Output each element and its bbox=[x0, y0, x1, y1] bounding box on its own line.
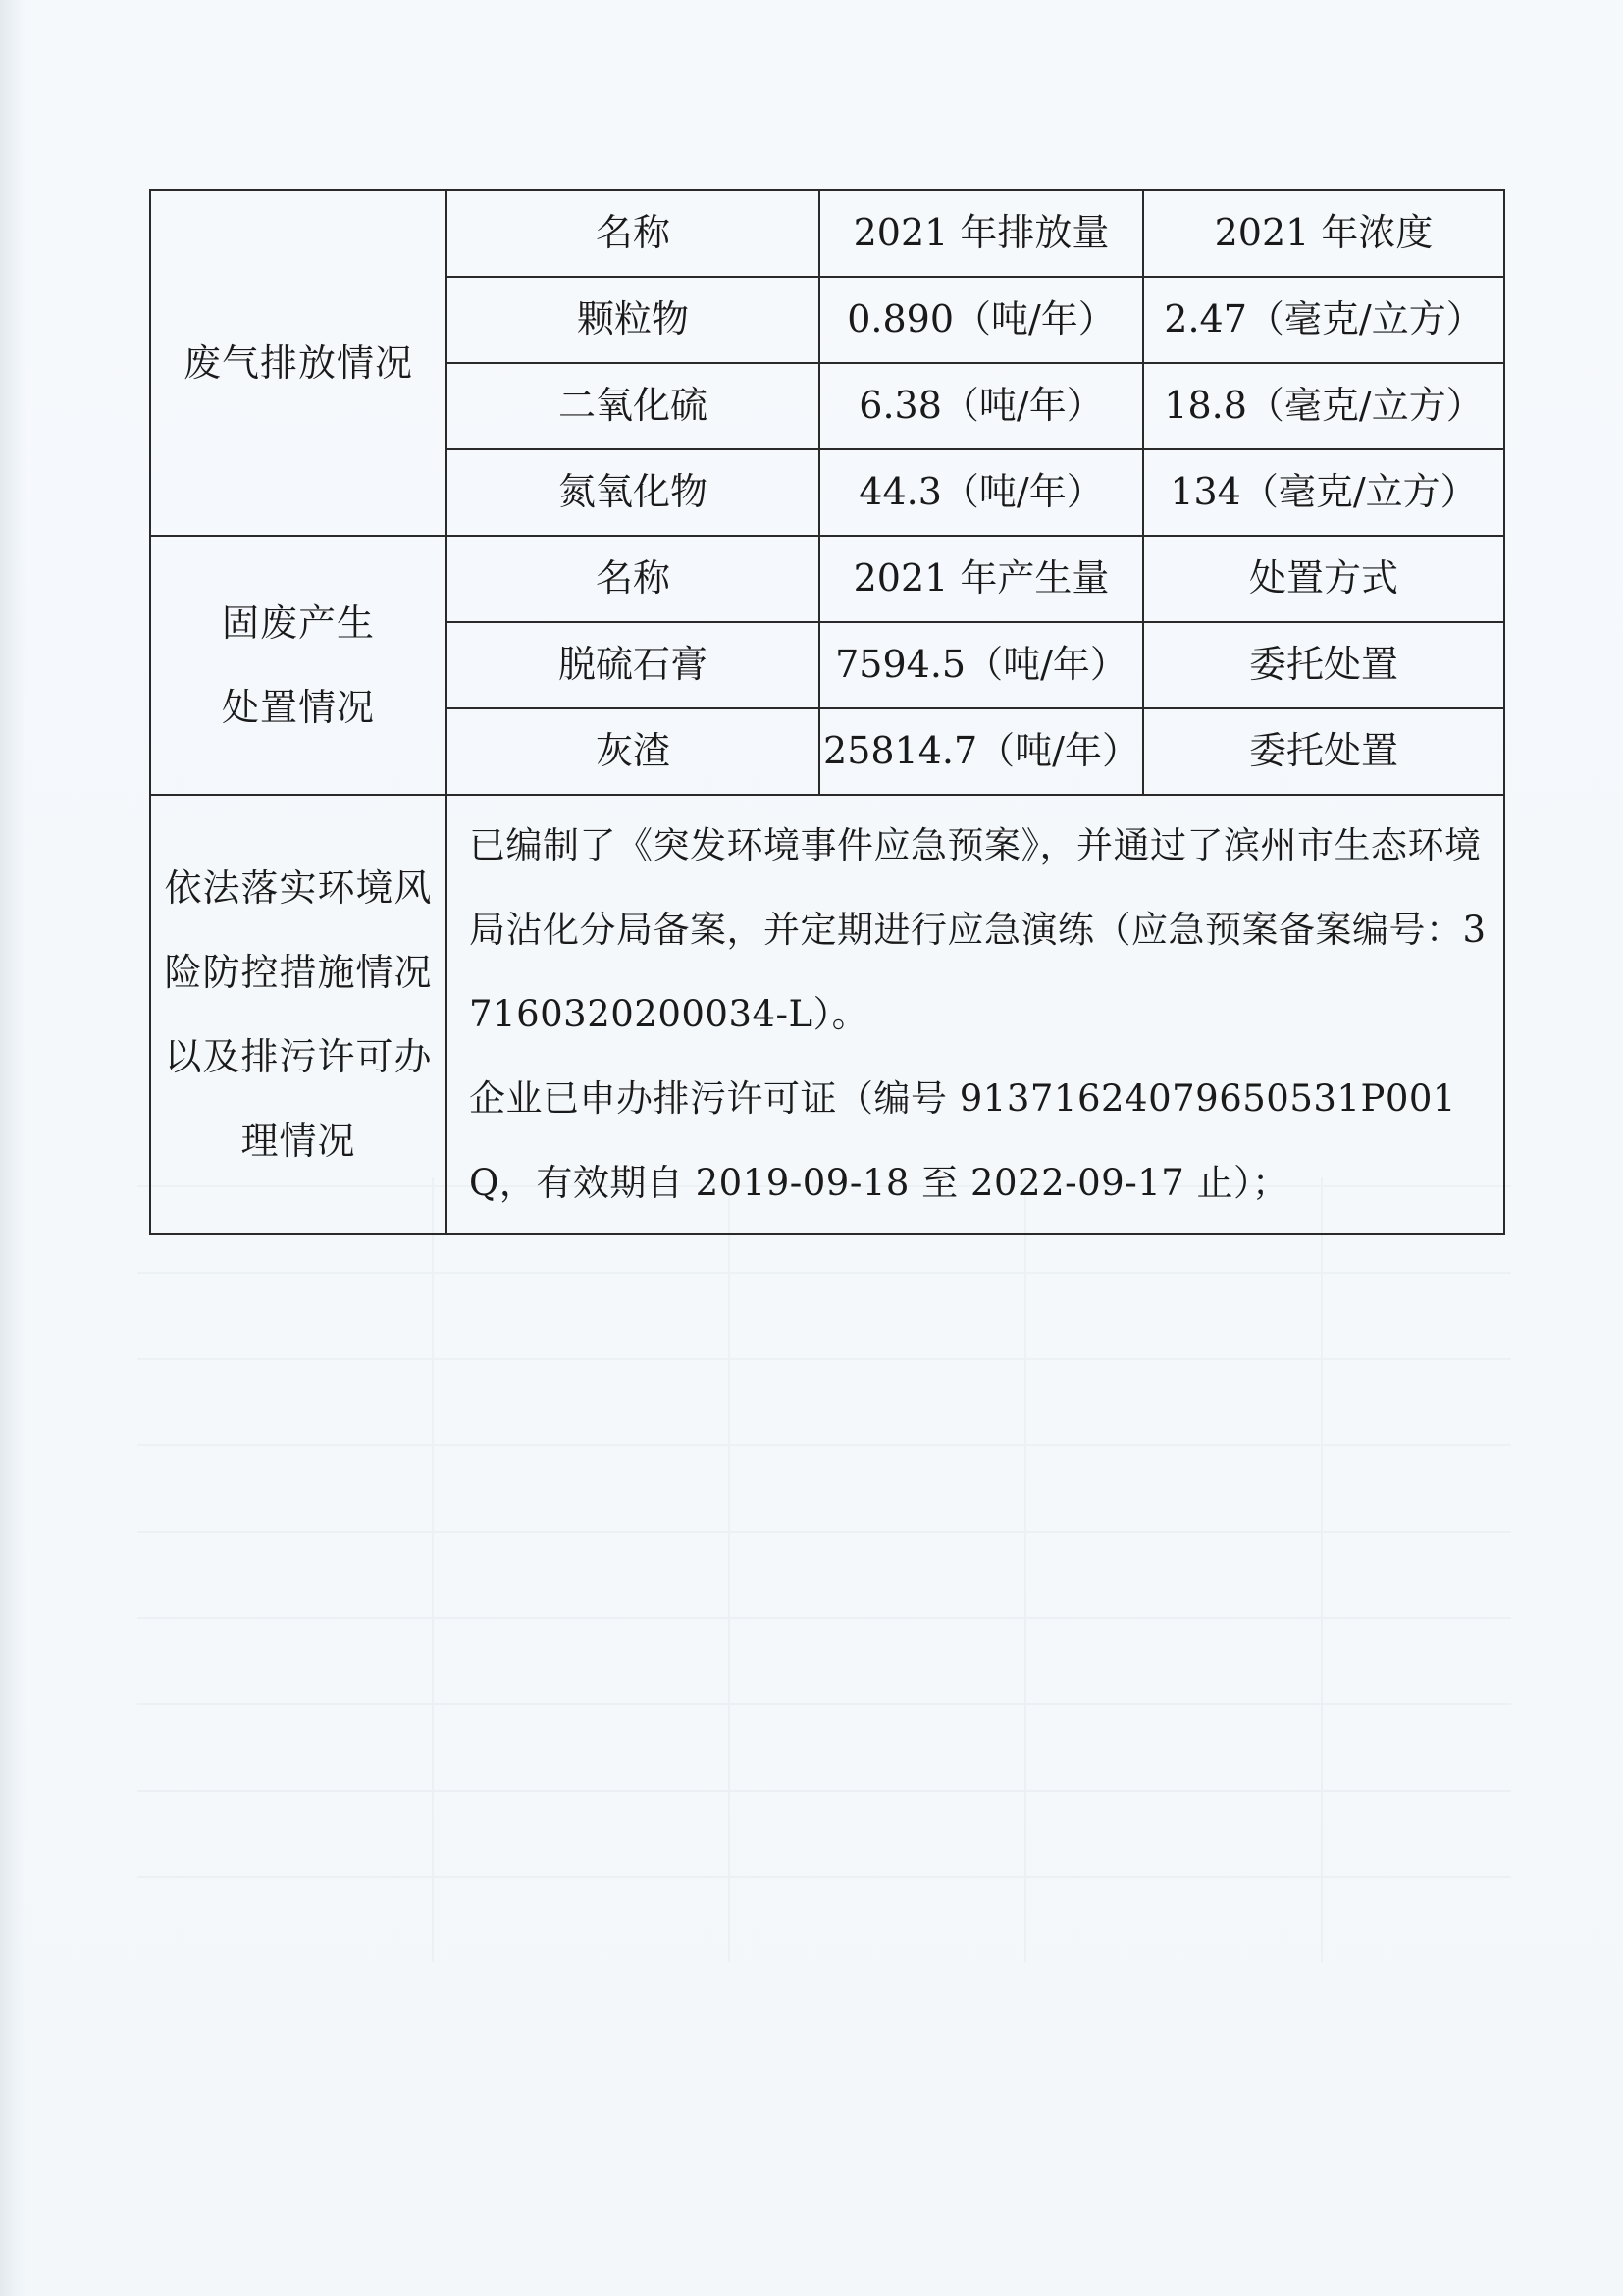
air-row-amount: 0.890（吨/年） bbox=[819, 277, 1143, 363]
risk-category-label bbox=[150, 795, 446, 1234]
air-row-amount: 6.38（吨/年） bbox=[819, 363, 1143, 449]
solid-header-row bbox=[150, 536, 1504, 622]
solid-category-line1: 固废产生 bbox=[221, 601, 375, 645]
solid-row-method: 委托处置 bbox=[1143, 622, 1504, 708]
air-row-concentration: 2.47（毫克/立方） bbox=[1143, 277, 1504, 363]
solid-category-line2: 处置情况 bbox=[221, 686, 375, 729]
environment-info-table bbox=[149, 189, 1505, 1235]
solid-row-amount: 25814.7（吨/年） bbox=[819, 708, 1143, 795]
air-header-name: 名称 bbox=[446, 190, 819, 277]
air-header-amount: 2021 年排放量 bbox=[819, 190, 1143, 277]
solid-row-name: 脱硫石膏 bbox=[446, 622, 819, 708]
air-header-row bbox=[150, 190, 1504, 277]
scan-edge bbox=[0, 0, 26, 2296]
solid-header-method: 处置方式 bbox=[1143, 536, 1504, 622]
solid-row-name: 灰渣 bbox=[446, 708, 819, 795]
risk-category-line4: 理情况 bbox=[240, 1120, 356, 1163]
solid-row-amount: 7594.5（吨/年） bbox=[819, 622, 1143, 708]
solid-row-method: 委托处置 bbox=[1143, 708, 1504, 795]
permit-paragraph: 企业已申办排污许可证（编号 91371624079650531P001Q，有效期自 2019-09-18 至 2022-09-17 止）； bbox=[469, 1077, 1456, 1204]
risk-category-line3: 以及排污许可办 bbox=[164, 1035, 433, 1078]
air-header-concentration: 2021 年浓度 bbox=[1143, 190, 1504, 277]
bleed-through-texture bbox=[137, 1177, 1511, 1962]
air-row-name: 颗粒物 bbox=[446, 277, 819, 363]
solid-header-name: 名称 bbox=[446, 536, 819, 622]
emergency-plan-paragraph: 已编制了《突发环境事件应急预案》，并通过了滨州市生态环境局沾化分局备案，并定期进行应急演练（应急预案备案编号：37160320200034-L）。 bbox=[469, 824, 1487, 1035]
solid-header-amount: 2021 年产生量 bbox=[819, 536, 1143, 622]
risk-row bbox=[150, 795, 1504, 1234]
air-row-concentration: 134（毫克/立方） bbox=[1143, 449, 1504, 536]
risk-category-line1: 依法落实环境风 bbox=[164, 866, 433, 910]
air-category-label: 废气排放情况 bbox=[150, 190, 446, 536]
risk-category-line2: 险防控措施情况 bbox=[164, 951, 433, 994]
air-row-name: 二氧化硫 bbox=[446, 363, 819, 449]
air-row-amount: 44.3（吨/年） bbox=[819, 449, 1143, 536]
air-row-concentration: 18.8（毫克/立方） bbox=[1143, 363, 1504, 449]
risk-description bbox=[446, 795, 1504, 1234]
air-row-name: 氮氧化物 bbox=[446, 449, 819, 536]
solid-category-label bbox=[150, 536, 446, 795]
